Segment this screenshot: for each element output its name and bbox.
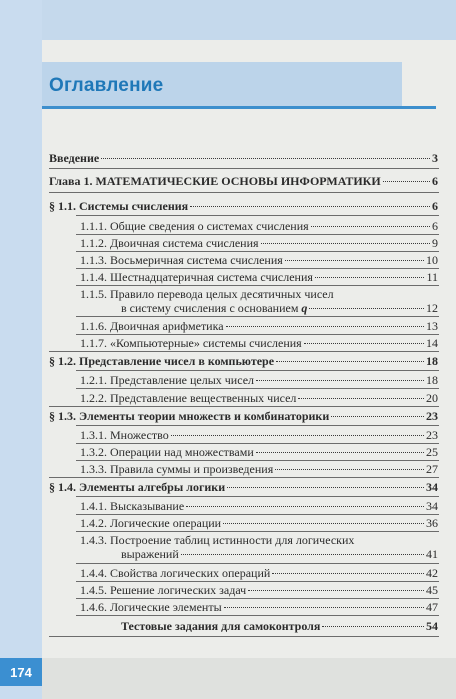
toc-label: в систему счисления с основанием (121, 301, 299, 315)
leader-dots (272, 573, 424, 574)
subsection-divider (76, 234, 439, 235)
toc-page: 18 (426, 354, 438, 368)
leader-dots (181, 554, 424, 555)
toc-number: 1.4.4. (80, 566, 107, 580)
toc-label: выражений (121, 547, 179, 561)
toc-section-1-3[interactable] (49, 409, 438, 424)
toc-subsection-1-3-2[interactable] (80, 445, 438, 460)
subsection-divider (76, 615, 439, 616)
toc-subsection-1-4-1[interactable] (80, 499, 438, 514)
toc-label: Правила суммы и произведения (110, 462, 274, 476)
toc-label: Высказывание (110, 499, 185, 513)
toc-page: 6 (432, 199, 438, 213)
section-divider (49, 406, 439, 407)
leader-dots (226, 326, 424, 327)
leader-dots (322, 626, 424, 627)
toc-number: 1.1.2. (80, 236, 107, 250)
leader-dots (261, 243, 430, 244)
toc-label: § 1.2. Представление чисел в компьютере (49, 354, 275, 368)
toc-subsection-1-1-5-line1[interactable] (80, 287, 438, 302)
toc-section-1-2[interactable] (49, 354, 438, 369)
page-number-badge: 174 (0, 658, 42, 686)
toc-label: Введение (49, 151, 100, 165)
toc-subsection-1-1-7[interactable] (80, 336, 438, 351)
leader-dots (256, 452, 424, 453)
toc-page: 20 (426, 391, 438, 405)
toc-number: 1.4.6. (80, 600, 107, 614)
subsection-divider (76, 334, 439, 335)
toc-subsection-1-4-3-line2[interactable] (121, 547, 438, 562)
toc-label: § 1.3. Элементы теории множеств и комбинаторики (49, 409, 330, 423)
toc-subsection-1-4-4[interactable] (80, 566, 438, 581)
toc-subsection-1-2-2[interactable] (80, 391, 438, 406)
toc-chapter-1[interactable] (49, 174, 438, 189)
leader-dots (311, 226, 430, 227)
toc-label: Восьмеричная система счисления (110, 253, 283, 267)
toc-page: 11 (426, 270, 438, 284)
toc-page: 14 (426, 336, 438, 350)
toc-number: 1.3.1. (80, 428, 107, 442)
toc-label: Логические элементы (110, 600, 222, 614)
subsection-divider (76, 268, 439, 269)
toc-subsection-1-4-3-line1[interactable] (80, 533, 438, 548)
toc-label: Представление целых чисел (110, 373, 255, 387)
subsection-divider (76, 316, 439, 317)
subsection-divider (76, 285, 439, 286)
toc-subsection-1-4-2[interactable] (80, 516, 438, 531)
toc-number: 1.3.2. (80, 445, 107, 459)
toc-intro[interactable] (49, 151, 438, 166)
subsection-divider (76, 251, 439, 252)
bottom-band (42, 658, 456, 699)
toc-page: 6 (432, 174, 438, 188)
toc-page: 13 (426, 319, 438, 333)
toc-number: 1.4.5. (80, 583, 107, 597)
subsection-divider (76, 514, 439, 515)
toc-page: 18 (426, 373, 438, 387)
subsection-divider (76, 581, 439, 582)
toc-number: 1.1.7. (80, 336, 107, 350)
toc-subsection-1-1-4[interactable] (80, 270, 438, 285)
toc-page: 6 (432, 219, 438, 233)
toc-number: 1.1.4. (80, 270, 107, 284)
subsection-divider (76, 215, 439, 216)
toc-label: Операции над множествами (110, 445, 254, 459)
toc-subsection-1-3-3[interactable] (80, 462, 438, 477)
toc-page: 25 (426, 445, 438, 459)
toc-subsection-1-3-1[interactable] (80, 428, 438, 443)
subsection-divider (76, 443, 439, 444)
toc-label: Глава 1. МАТЕМАТИЧЕСКИЕ ОСНОВЫ ИНФОРМАТИКИ (49, 174, 381, 188)
toc-subsection-1-1-3[interactable] (80, 253, 438, 268)
toc-subsection-1-1-2[interactable] (80, 236, 438, 251)
toc-page: 9 (432, 236, 438, 250)
toc-number: 1.4.2. (80, 516, 107, 530)
toc-page: 12 (426, 301, 438, 315)
toc-label: Представление вещественных чисел (110, 391, 297, 405)
toc-label: Решение логических задач (110, 583, 247, 597)
toc-label: § 1.4. Элементы алгебры логики (49, 480, 226, 494)
toc-page: 47 (426, 600, 438, 614)
leader-dots (304, 343, 424, 344)
toc-number: 1.3.3. (80, 462, 107, 476)
toc-label: Шестнадцатеричная система счисления (110, 270, 313, 284)
section-divider (49, 636, 439, 637)
toc-number: 1.1.1. (80, 219, 107, 233)
toc-number: 1.1.5. (80, 287, 107, 301)
toc-label: Общие сведения о системах счисления (110, 219, 309, 233)
toc-page: 36 (426, 516, 438, 530)
toc-label: Логические операции (110, 516, 222, 530)
section-divider (49, 168, 439, 169)
leader-dots (227, 487, 424, 488)
toc-number: 1.2.1. (80, 373, 107, 387)
leader-dots (276, 361, 424, 362)
leader-dots (224, 607, 424, 608)
toc-tests[interactable] (121, 619, 438, 634)
toc-number: 1.4.3. (80, 533, 107, 547)
leader-dots (298, 398, 424, 399)
leader-dots (186, 506, 424, 507)
toc-page: 42 (426, 566, 438, 580)
subsection-divider (76, 460, 439, 461)
subsection-divider (76, 370, 439, 371)
subsection-divider (76, 425, 439, 426)
leader-dots (190, 206, 430, 207)
page-title: Оглавление (49, 75, 164, 96)
subsection-divider (76, 598, 439, 599)
section-divider (49, 477, 439, 478)
toc-page: 23 (426, 428, 438, 442)
subsection-divider (76, 563, 439, 564)
toc-variable: q (301, 301, 308, 315)
leader-dots (248, 590, 424, 591)
section-divider (49, 192, 439, 193)
toc-section-1-4[interactable] (49, 480, 438, 495)
leader-dots (331, 416, 424, 417)
leader-dots (101, 158, 430, 159)
side-strip (0, 0, 42, 699)
toc-label: «Компьютерные» системы счисления (110, 336, 302, 350)
subsection-divider (76, 388, 439, 389)
leader-dots (315, 277, 425, 278)
toc-number: 1.2.2. (80, 391, 107, 405)
toc-number: 1.1.3. (80, 253, 107, 267)
leader-dots (309, 308, 424, 309)
toc-page: 34 (426, 480, 438, 494)
toc-label: § 1.1. Системы счисления (49, 199, 189, 213)
toc-page: 54 (426, 619, 438, 633)
toc-subsection-1-1-5-line2[interactable] (121, 301, 438, 316)
toc-label: Правило перевода целых десятичных чисел (110, 287, 334, 301)
toc-label: Множество (110, 428, 169, 442)
section-divider (49, 351, 439, 352)
toc-page: 3 (432, 151, 438, 165)
title-rule (42, 106, 436, 109)
toc-page: 41 (426, 547, 438, 561)
toc-subsection-1-4-5[interactable] (80, 583, 438, 598)
toc-label: Тестовые задания для самоконтроля (121, 619, 321, 633)
toc-page: 34 (426, 499, 438, 513)
subsection-divider (76, 496, 439, 497)
toc-label: Двоичная система счисления (110, 236, 259, 250)
toc-subsection-1-1-6[interactable] (80, 319, 438, 334)
toc-label: Построение таблиц истинности для логических (110, 533, 355, 547)
toc-number: 1.4.1. (80, 499, 107, 513)
subsection-divider (76, 531, 439, 532)
top-band (0, 0, 456, 40)
leader-dots (256, 380, 424, 381)
toc-page: 23 (426, 409, 438, 423)
leader-dots (275, 469, 424, 470)
toc-subsection-1-4-6[interactable] (80, 600, 438, 615)
leader-dots (285, 260, 424, 261)
toc-section-1-1[interactable] (49, 199, 438, 214)
toc-page: 10 (426, 253, 438, 267)
toc-subsection-1-1-1[interactable] (80, 219, 438, 234)
toc-label: Свойства логических операций (110, 566, 271, 580)
toc-page: 27 (426, 462, 438, 476)
toc-number: 1.1.6. (80, 319, 107, 333)
toc-subsection-1-2-1[interactable] (80, 373, 438, 388)
leader-dots (383, 181, 430, 182)
leader-dots (171, 435, 424, 436)
toc-page: 45 (426, 583, 438, 597)
toc-label: Двоичная арифметика (110, 319, 224, 333)
leader-dots (223, 523, 424, 524)
